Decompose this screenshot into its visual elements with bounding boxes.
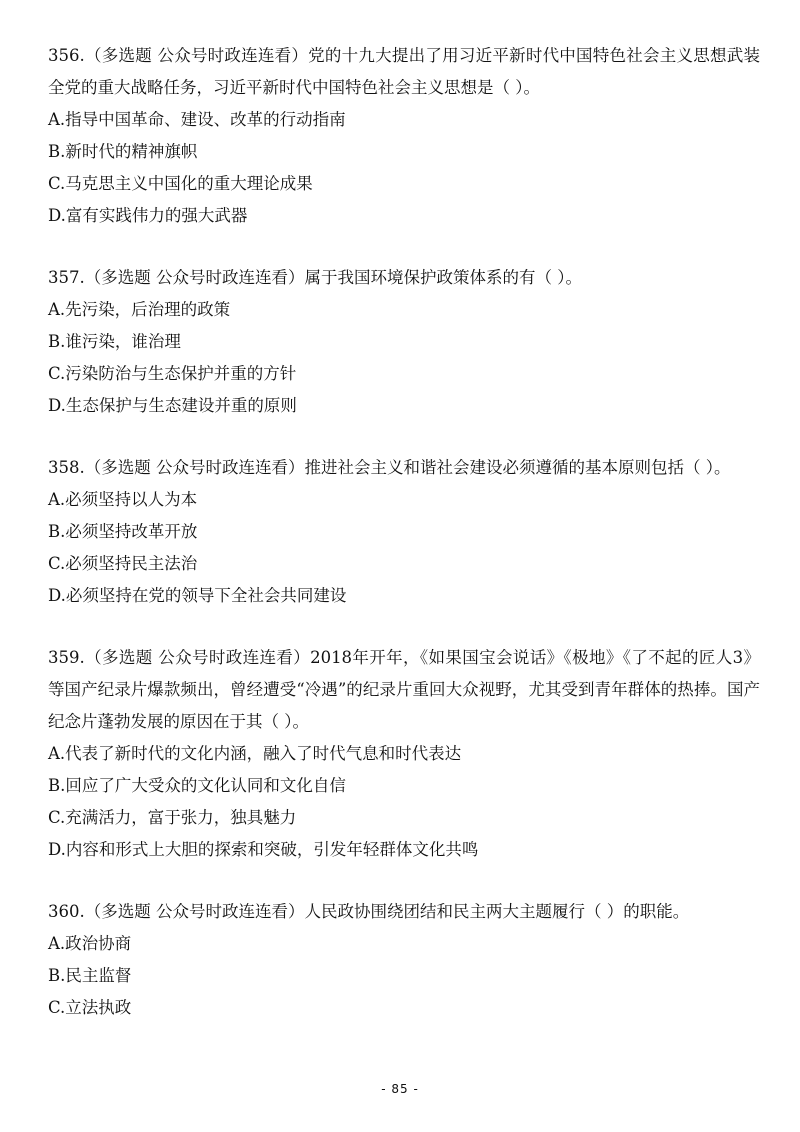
option-a: A.必须坚持以人为本 <box>48 490 198 509</box>
question-360 <box>48 896 760 1024</box>
option-c: C.马克思主义中国化的重大理论成果 <box>48 174 313 193</box>
option-b: B.谁污染，谁治理 <box>48 332 181 351</box>
option-b: B.回应了广大受众的文化认同和文化自信 <box>48 776 346 795</box>
question-stem: 358.（多选题 公众号时政连连看）推进社会主义和谐社会建设必须遵循的基本原则包括（ ）。 <box>48 458 731 477</box>
question-356 <box>48 40 760 232</box>
question-359 <box>48 642 760 866</box>
question-stem: 360.（多选题 公众号时政连连看）人民政协围绕团结和民主两大主题履行（ ）的职能。 <box>48 902 690 921</box>
question-357 <box>48 262 760 422</box>
page-number: - 85 - <box>381 1082 419 1096</box>
option-c: C.充满活力，富于张力，独具魅力 <box>48 808 297 827</box>
option-b: B.新时代的精神旗帜 <box>48 142 198 161</box>
question-stem: 357.（多选题 公众号时政连连看）属于我国环境保护政策体系的有（ ）。 <box>48 268 582 287</box>
option-c: C.立法执政 <box>48 998 132 1017</box>
option-c: C.污染防治与生态保护并重的方针 <box>48 364 297 383</box>
question-stem: 359.（多选题 公众号时政连连看）2018年开年，《如果国宝会说话》《极地》《了不起的匠人3》等国产纪录片爆款频出，曾经遭受“冷遇”的纪录片重回大众视野，尤其受到青年群体的热捧。国产纪念片蓬勃发展的原因在于其（ ）。 <box>48 648 760 731</box>
option-a: A.政治协商 <box>48 934 132 953</box>
option-b: B.民主监督 <box>48 966 132 985</box>
option-a: A.先污染，后治理的政策 <box>48 300 231 319</box>
option-a: A.代表了新时代的文化内涵，融入了时代气息和时代表达 <box>48 744 462 763</box>
option-d: D.富有实践伟力的强大武器 <box>48 206 248 225</box>
option-b: B.必须坚持改革开放 <box>48 522 198 541</box>
option-d: D.生态保护与生态建设并重的原则 <box>48 396 297 415</box>
document-page <box>48 40 760 1052</box>
option-c: C.必须坚持民主法治 <box>48 554 198 573</box>
question-stem: 356.（多选题 公众号时政连连看）党的十九大提出了用习近平新时代中国特色社会主义思想武装全党的重大战略任务，习近平新时代中国特色社会主义思想是（ ）。 <box>48 46 760 97</box>
option-d: D.内容和形式上大胆的探索和突破，引发年轻群体文化共鸣 <box>48 840 479 859</box>
question-358 <box>48 452 760 612</box>
option-d: D.必须坚持在党的领导下全社会共同建设 <box>48 586 347 605</box>
option-a: A.指导中国革命、建设、改革的行动指南 <box>48 110 346 129</box>
